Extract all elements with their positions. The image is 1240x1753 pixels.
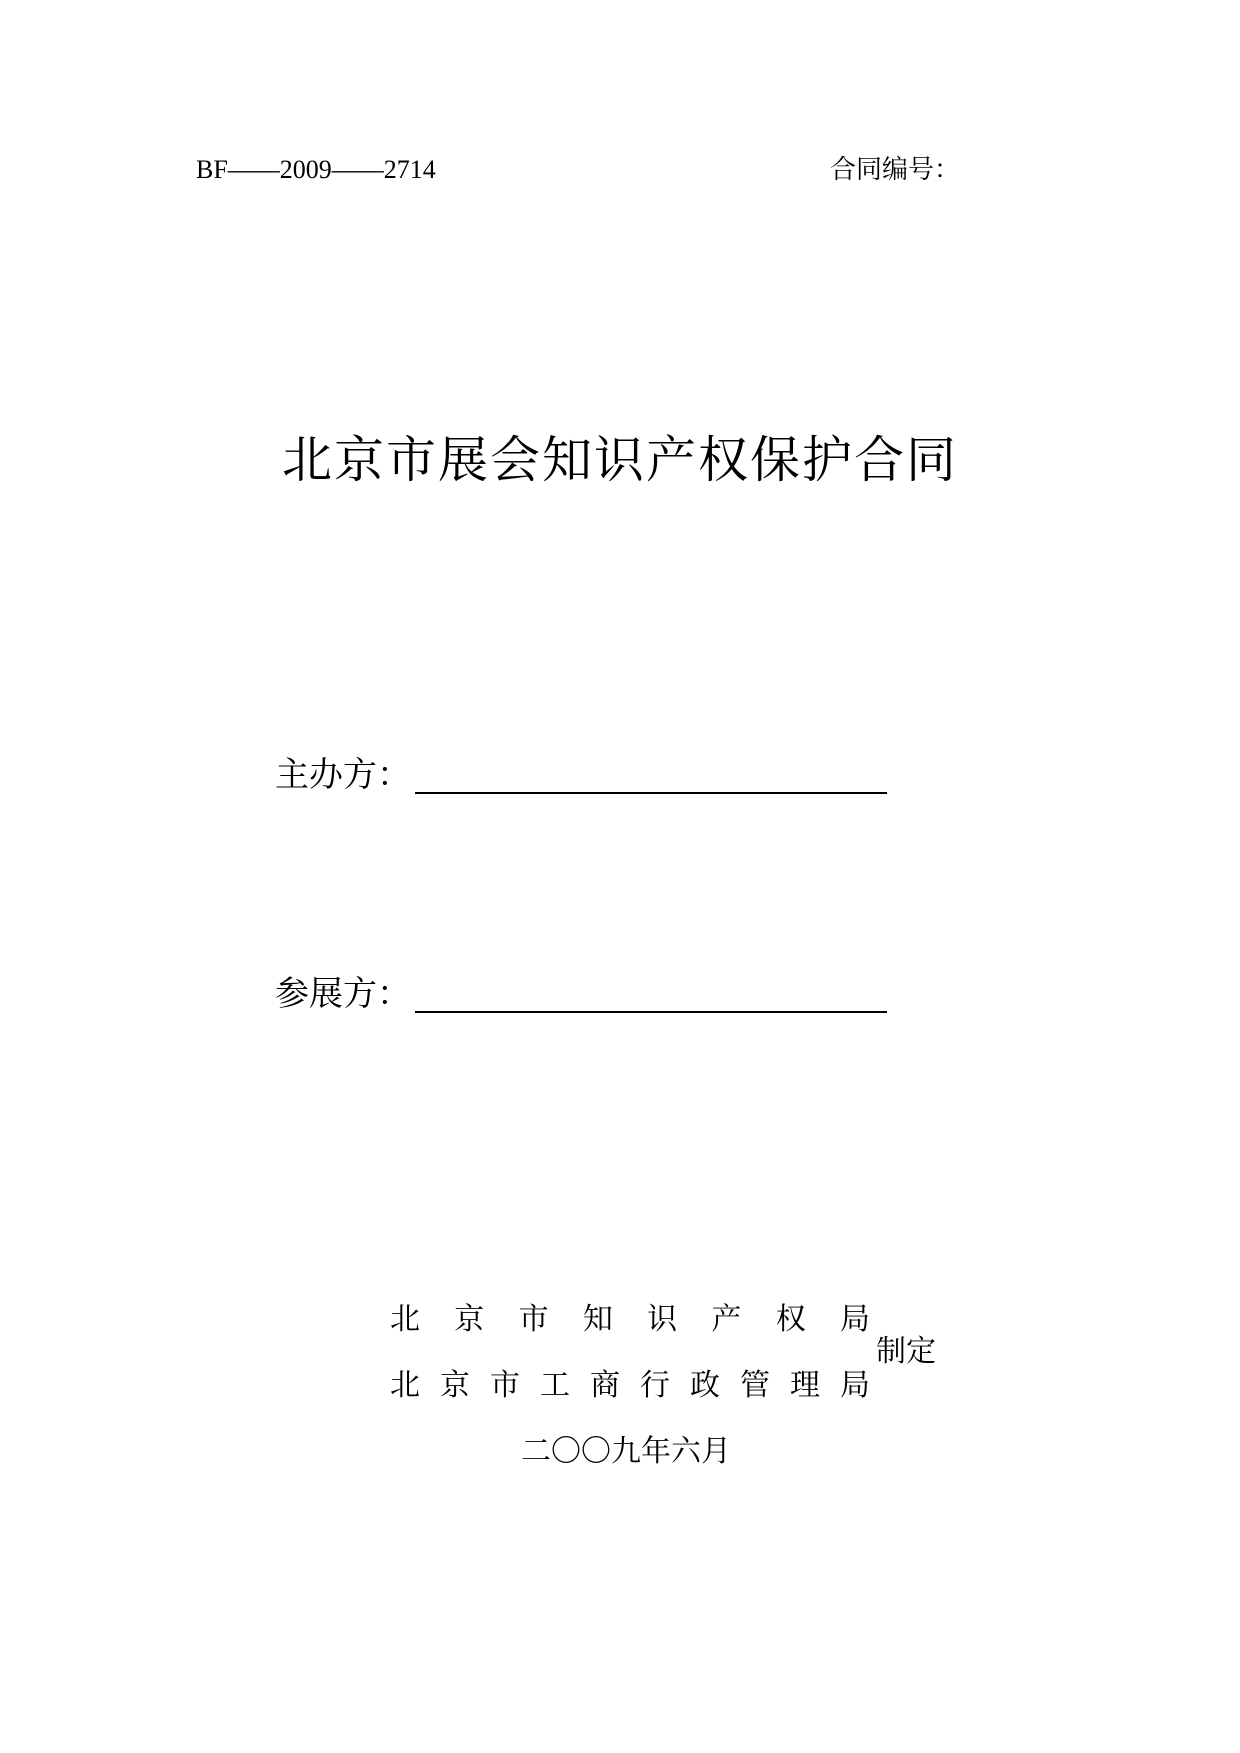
issuer-char: 北: [390, 1368, 420, 1403]
issuer-char: 市: [490, 1368, 520, 1403]
issuing-authorities: [390, 1300, 950, 1440]
issuer-char: 行: [640, 1368, 670, 1403]
issuer-char: 北: [390, 1302, 420, 1337]
exhibitor-field: [275, 967, 887, 1017]
issuer-char: 识: [647, 1302, 678, 1337]
issuer-char: 京: [440, 1368, 470, 1403]
issuer-char: 政: [690, 1368, 720, 1403]
issuer-char: 产: [711, 1302, 742, 1337]
form-code: BF——2009——2714: [196, 155, 436, 184]
issuer-char: 权: [775, 1302, 806, 1337]
contract-number-label: 合同编号：: [830, 155, 961, 185]
issuer-char: 理: [790, 1368, 820, 1403]
organizer-field: [275, 748, 887, 798]
issued-by-label: 制定: [876, 1334, 936, 1369]
issuer-char: 局: [840, 1368, 870, 1403]
issuer-commerce-bureau: [390, 1366, 870, 1406]
organizer-label: 主办方：: [275, 755, 411, 795]
issue-date: 二〇〇九年六月: [521, 1434, 731, 1469]
issuer-char: 市: [518, 1302, 549, 1337]
exhibitor-label: 参展方：: [275, 974, 411, 1014]
document-title: 北京市展会知识产权保护合同: [282, 431, 958, 489]
organizer-blank-line[interactable]: [415, 792, 887, 794]
exhibitor-blank-line[interactable]: [415, 1011, 887, 1013]
issuer-char: 管: [740, 1368, 770, 1403]
issuer-ip-office: [390, 1300, 870, 1340]
issuer-char: 商: [590, 1368, 620, 1403]
issuer-char: 局: [839, 1302, 870, 1337]
issuer-char: 京: [454, 1302, 485, 1337]
issuer-char: 知: [582, 1302, 613, 1337]
issuer-char: 工: [540, 1368, 570, 1403]
